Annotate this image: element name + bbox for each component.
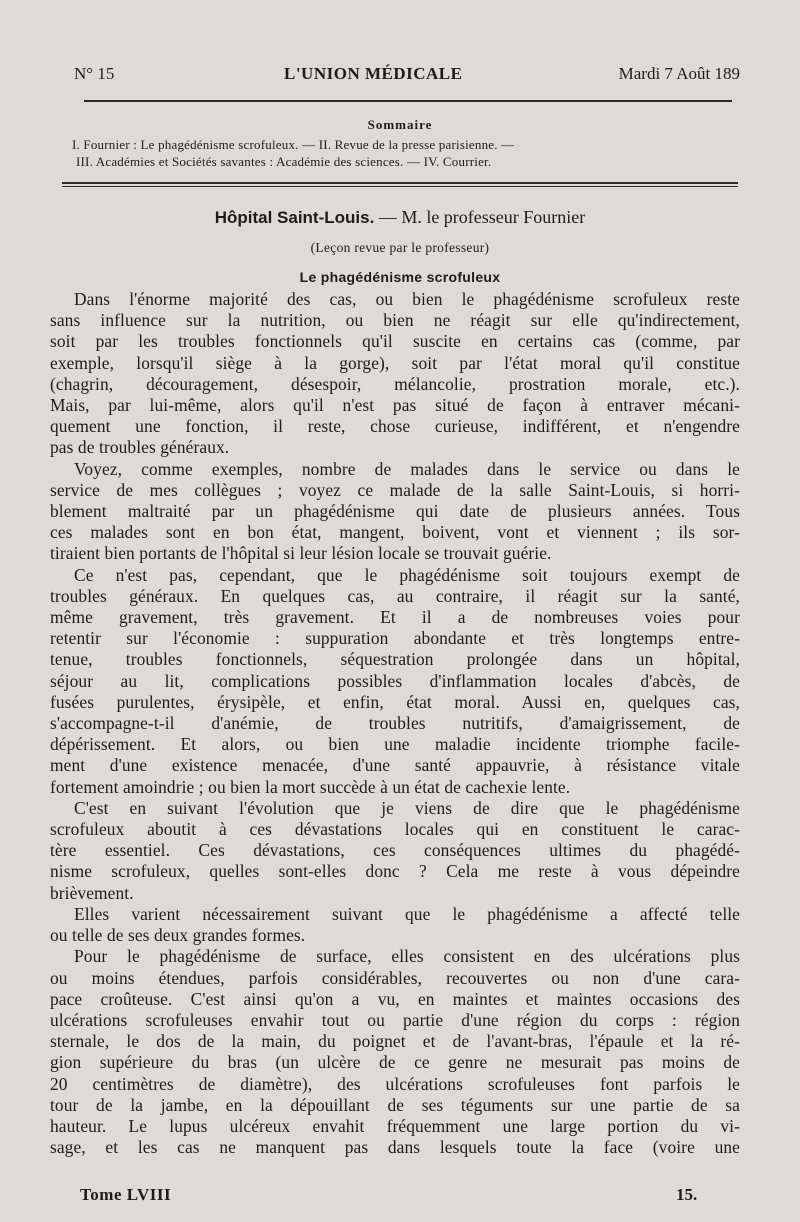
header-rule xyxy=(84,100,732,102)
text-line: ulcérations scrofuleuses envahir tout ou partie d'une région du corps : région xyxy=(50,1009,740,1030)
sommaire-line-2: III. Académies et Sociétés savantes : Académie des sciences. — IV. Courrier. xyxy=(76,154,492,169)
text-line: blement maltraité par un phagédénisme qui date de plusieurs années. Tous xyxy=(50,501,740,522)
hospital-name: Hôpital Saint-Louis. xyxy=(214,208,375,227)
text-line: sternale, le dos de la main, du poignet et de l'avant-bras, l'épaule et la ré- xyxy=(50,1031,740,1052)
volume-label: Tome LVIII xyxy=(80,1185,172,1204)
text-line: soit par les troubles fonctionnels qu'il suscite en certains cas (comme, par xyxy=(50,331,740,352)
text-line: hauteur. Le lupus ulcéreux envahit fréquemment une large portion du vi- xyxy=(50,1115,740,1136)
text-line: scrofuleux aboutit à ces dévastations locales qui en constituent le carac- xyxy=(50,819,740,840)
text-line: ou moins étendues, parfois considérables, recouvertes ou non d'une cara- xyxy=(50,967,740,988)
text-line: nisme scrofuleux, quelles sont-elles donc ? Cela me reste à vous dépeindre xyxy=(50,861,740,882)
text-line: (chagrin, découragement, désespoir, mélancolie, prostration morale, etc.). xyxy=(50,373,740,394)
text-line: Pour le phagédénisme de surface, elles consistent en des ulcérations plus xyxy=(74,946,740,967)
text-line: ces malades sont en bon état, mangent, boivent, vont et viennent ; ils sor- xyxy=(50,522,740,543)
text-line: tour de la jambe, en la dépouillant de ses téguments sur une partie de sa xyxy=(50,1094,740,1115)
text-line: gion supérieure du bras (un ulcère de ce genre ne mesurait pas moins de xyxy=(50,1052,740,1073)
article-title: Le phagédénisme scrofuleux xyxy=(299,269,501,285)
text-line: fortement amoindrie ; ou bien la mort succède à un état de cachexie lente. xyxy=(50,776,571,797)
sommaire-rule-bottom xyxy=(62,186,738,187)
text-line: Elles varient nécessairement suivant que le phagédénisme a affecté telle xyxy=(74,903,740,924)
text-line: pas de troubles généraux. xyxy=(50,437,230,458)
text-line: brièvement. xyxy=(50,882,134,903)
sommaire-title: Sommaire xyxy=(367,117,433,132)
text-line: 20 centimètres de diamètre), des ulcérations scrofuleuses font parfois le xyxy=(50,1073,740,1094)
text-line: Dans l'énorme majorité des cas, ou bien le phagédénisme scrofuleux reste xyxy=(74,289,740,309)
text-line: Mais, par lui-même, alors qu'il n'est pas situé de façon à entraver mécani- xyxy=(50,395,740,416)
text-line: tiraient bien portants de l'hôpital si leur lésion locale se trouvait guérie. xyxy=(50,543,552,564)
text-line: pace croûteuse. C'est ainsi qu'on a vu, en maintes et maintes occasions des xyxy=(50,988,740,1009)
text-line: sans influence sur la nutrition, ou bien ne réagit sur elle qu'indirectement, xyxy=(50,310,740,331)
text-line: fusées purulentes, érysipèle, et enfin, état moral. Aussi en, quelques cas, xyxy=(50,691,740,712)
text-line: quement une fonction, il reste, chose curieuse, indifférent, et n'engendre xyxy=(50,416,740,437)
text-line: Ce n'est pas, cependant, que le phagédénisme soit toujours exempt de xyxy=(74,564,740,585)
text-line: même gravement, très gravement. Et il a de nombreuses voies pour xyxy=(50,607,740,628)
text-line: sage, et les cas ne manquent pas dans lesquels toute la face (voire une xyxy=(50,1137,740,1158)
signature-mark: 15. xyxy=(676,1185,698,1204)
text-line: troubles généraux. En quelques cas, au contraire, il réagit sur la santé, xyxy=(50,585,740,606)
text-line: tère essentiel. Ces dévastations, ces conséquences ultimes du phagédé- xyxy=(50,840,740,861)
text-line: service de mes collègues ; voyez ce malade de la salle Saint-Louis, si horri- xyxy=(50,479,740,500)
article-body xyxy=(50,289,740,1158)
issue-date: Mardi 7 Août 189 xyxy=(618,64,740,83)
page-header xyxy=(72,64,740,92)
text-line: Voyez, comme exemples, nombre de malades dans le service ou dans le xyxy=(74,458,740,479)
professor-name: — M. le professeur Fournier xyxy=(374,207,586,227)
text-line: dépérissement. Et alors, ou bien une maladie incidente triomphe facile- xyxy=(50,734,740,755)
text-line: C'est en suivant l'évolution que je viens de dire que le phagédénisme xyxy=(74,797,740,818)
text-line: séjour au lit, complications possibles d'inflammation locales d'abcès, de xyxy=(50,670,740,691)
text-line: s'accompagne-t-il d'anémie, de troubles nutritifs, d'amaigrissement, de xyxy=(50,713,740,734)
sommaire-rule-top xyxy=(62,182,738,184)
section-title xyxy=(0,207,800,228)
text-line: exemple, lorsqu'il siège à la gorge), soit par l'état moral qu'il constitue xyxy=(50,352,740,373)
text-line: retentir sur l'économie : suppuration abondante et très longtemps entre- xyxy=(50,628,740,649)
text-line: ou telle de ses deux grandes formes. xyxy=(50,925,306,946)
issue-number: N° 15 xyxy=(74,64,115,83)
lecture-note: (Leçon revue par le professeur) xyxy=(310,240,490,255)
text-line: tenue, troubles fonctionnels, séquestration prolongée dans un hôpital, xyxy=(50,649,740,670)
sommaire-line-1: I. Fournier : Le phagédénisme scrofuleux. — II. Revue de la presse parisienne. — xyxy=(72,137,515,152)
text-line: ment d'une existence menacée, d'une santé appauvrie, à résistance vitale xyxy=(50,755,740,776)
journal-title: L'UNION MÉDICALE xyxy=(284,64,463,83)
